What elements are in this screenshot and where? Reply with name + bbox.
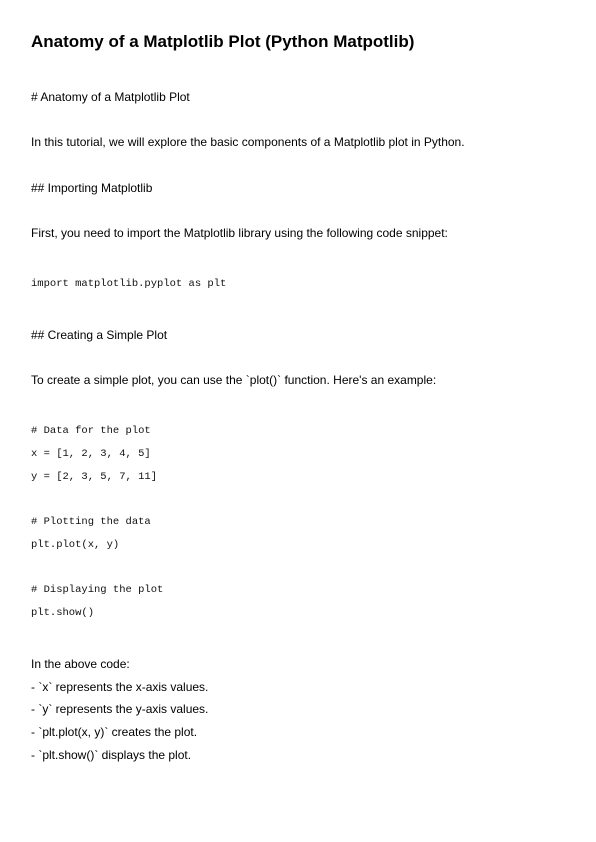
simple-plot-paragraph: To create a simple plot, you can use the `plot()` function. Here's an example: (31, 373, 437, 387)
code-line-comment-data: # Data for the plot (31, 425, 151, 437)
document-title: Anatomy of a Matplotlib Plot (Python Matpotlib) (31, 32, 415, 51)
code-line-show: plt.show() (31, 607, 95, 619)
heading-importing: ## Importing Matplotlib (31, 181, 153, 195)
code-line-y: y = [2, 3, 5, 7, 11] (31, 471, 158, 483)
explanation-heading: In the above code: (31, 657, 130, 671)
code-line-comment-display: # Displaying the plot (31, 584, 164, 596)
intro-paragraph: In this tutorial, we will explore the basic components of a Matplotlib plot in Python. (31, 135, 465, 149)
heading-anatomy: # Anatomy of a Matplotlib Plot (31, 90, 190, 104)
code-line-plot: plt.plot(x, y) (31, 539, 120, 551)
list-item-x: - `x` represents the x-axis values. (31, 680, 209, 694)
code-line-x: x = [1, 2, 3, 4, 5] (31, 448, 151, 460)
code-line-import: import matplotlib.pyplot as plt (31, 278, 227, 290)
list-item-y: - `y` represents the y-axis values. (31, 702, 209, 716)
code-line-comment-plotting: # Plotting the data (31, 516, 151, 528)
list-item-show: - `plt.show()` displays the plot. (31, 748, 192, 762)
import-paragraph: First, you need to import the Matplotlib library using the following code snippet: (31, 226, 448, 240)
list-item-plot: - `plt.plot(x, y)` creates the plot. (31, 725, 198, 739)
heading-simple-plot: ## Creating a Simple Plot (31, 328, 168, 342)
